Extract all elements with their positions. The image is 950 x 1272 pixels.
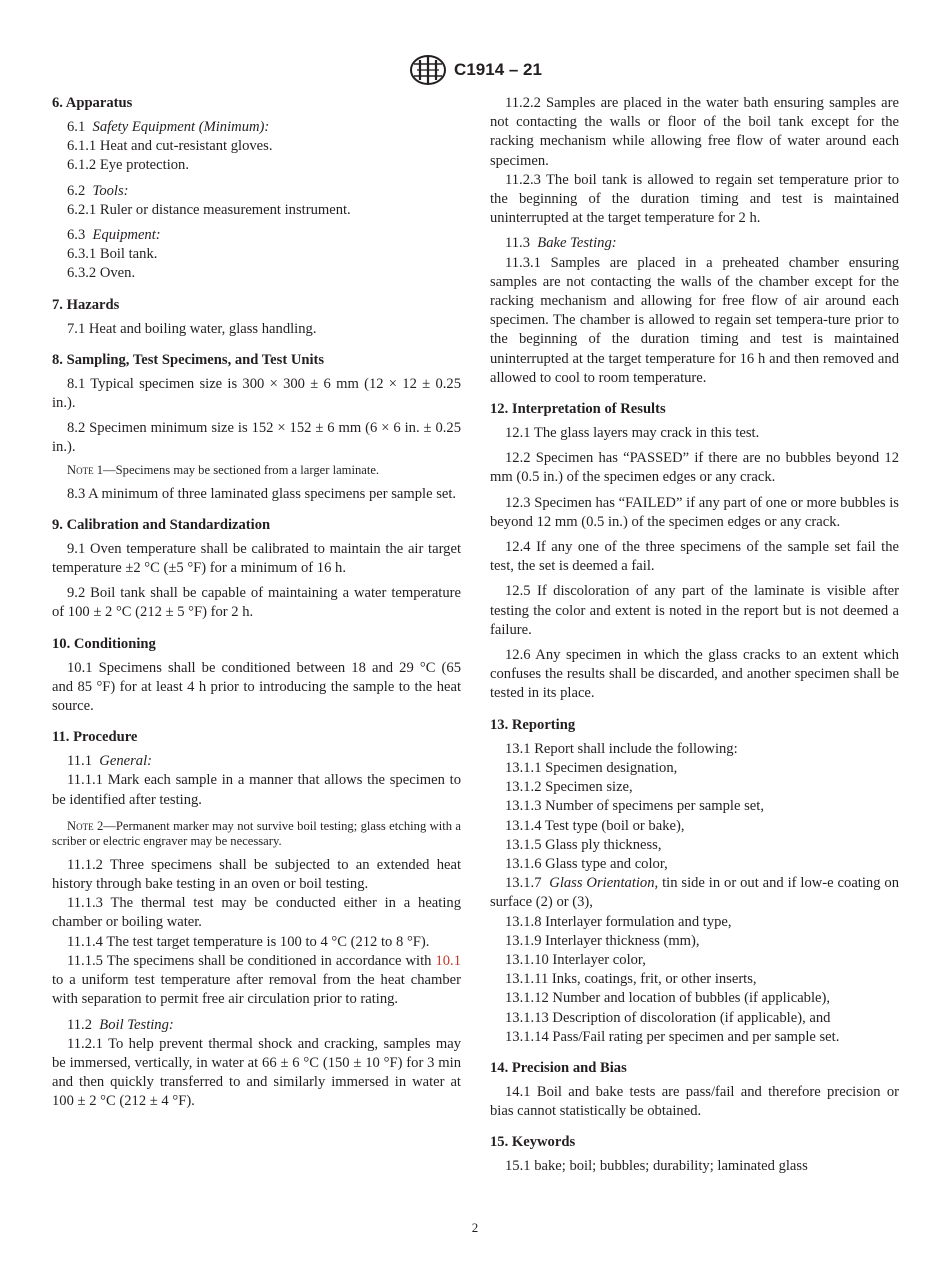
- list-item: 13.1.11 Inks, coatings, frit, or other inserts,: [505, 971, 757, 988]
- paragraph: 11.2 Boil Testing:: [67, 1016, 174, 1033]
- paragraph: 6.2 Tools:: [67, 182, 129, 199]
- paragraph: 12.4 If any one of the three specimens of the sample set fail the test, the set is deemed a fail.: [490, 539, 899, 575]
- paragraph: 14.1 Boil and bake tests are pass/fail and therefore precision or bias cannot statistically be obtained.: [490, 1083, 899, 1120]
- list-item: 13.1.6 Glass type and color,: [505, 855, 668, 872]
- list-item: 13.1.13 Description of discoloration (if applicable), and: [505, 1009, 831, 1026]
- section-heading: 8. Sampling, Test Specimens, and Test Units: [52, 351, 325, 368]
- section-heading: 10. Conditioning: [52, 635, 156, 652]
- paragraph: 11.3 Bake Testing:: [505, 235, 617, 252]
- paragraph: 8.1 Typical specimen size is 300 × 300 ± 6 mm (12 × 12 ± 0.25 in.).: [52, 375, 461, 412]
- list-item: 13.1.1 Specimen designation,: [505, 759, 678, 776]
- section-heading: 6. Apparatus: [52, 95, 133, 111]
- paragraph: 15.1 bake; boil; bubbles; durability; laminated glass: [505, 1158, 808, 1175]
- list-item: 13.1.5 Glass ply thickness,: [505, 836, 662, 853]
- list-item: 13.1.2 Specimen size,: [505, 779, 633, 796]
- paragraph: 8.3 A minimum of three laminated glass specimens per sample set.: [67, 485, 457, 502]
- paragraph: 12.5 If discoloration of any part of the laminate is visible after testing the color and extent is noted in the report but is not deemed a failure.: [490, 583, 899, 638]
- list-item: 13.1.10 Interlayer color,: [505, 951, 646, 968]
- list-item: 13.1.14 Pass/Fail rating per specimen and per sample set.: [505, 1028, 840, 1045]
- list-item: 13.1.7 Glass Orientation, tin side in or out and if low-e coating on surface (2) or (3),: [490, 875, 899, 911]
- list-item: 13.1.8 Interlayer formulation and type,: [505, 913, 732, 930]
- paragraph: 6.1 Safety Equipment (Minimum):: [67, 119, 270, 135]
- section-heading: 7. Hazards: [52, 296, 120, 313]
- page-number: 2: [471, 1220, 479, 1235]
- paragraph: 6.2.1 Ruler or distance measurement instrument.: [67, 201, 351, 218]
- note: Note 1—Specimens may be sectioned from a larger laminate.: [67, 462, 380, 477]
- section-heading: 12. Interpretation of Results: [490, 401, 666, 418]
- astm-logo-icon: [408, 54, 448, 86]
- paragraph: 11.1.3 The thermal test may be conducted either in a heating chamber or boiling water.: [52, 895, 461, 931]
- paragraph: 11.1.2 Three specimens shall be subjected to an extended heat history through bake testing in an oven or boil testing.: [52, 856, 461, 893]
- paragraph: 12.6 Any specimen in which the glass cracks to an extent which confuses the results shall be discarded, and another specimen shall be tested in its place.: [490, 647, 899, 702]
- paragraph: 12.1 The glass layers may crack in this test.: [505, 425, 760, 442]
- paragraph: 11.1 General:: [67, 753, 152, 770]
- page-header: [0, 53, 950, 87]
- note: Note 2—Permanent marker may not survive boil testing; glass etching with a scriber or electric engraver may be necessary.: [52, 818, 461, 848]
- paragraph: 6.1.2 Eye protection.: [67, 157, 189, 174]
- paragraph: 11.2.2 Samples are placed in the water bath ensuring samples are not contacting the walls or floor of the boil tank except for the racking mechanism while allowing free flow of water around each specimen.: [490, 95, 899, 169]
- paragraph: 11.1.1 Mark each sample in a manner that allows the specimen to be identified after testing.: [52, 772, 461, 808]
- section-heading: 11. Procedure: [52, 729, 138, 746]
- left-column: [52, 92, 461, 1112]
- paragraph: 6.3.2 Oven.: [67, 265, 136, 282]
- paragraph: 11.2.3 The boil tank is allowed to regain set temperature prior to the beginning of the duration timing and test is maintained uninterrupted at the target temperature for 2 h.: [490, 171, 899, 227]
- list-item: 13.1.12 Number and location of bubbles (if applicable),: [505, 990, 831, 1007]
- right-column: [490, 92, 899, 1183]
- list-item: 13.1.4 Test type (boil or bake),: [505, 817, 685, 834]
- paragraph: 11.1.5 The specimens shall be conditioned in accordance with 10.1 to a uniform test temperature after removal from the heat chamber with separation to permit free air circulation prior to rating.: [52, 952, 461, 1008]
- section-heading: 14. Precision and Bias: [490, 1059, 627, 1076]
- paragraph: 11.1.4 The test target temperature is 100 to 4 °C (212 to 8 °F).: [67, 933, 430, 950]
- paragraph: 10.1 Specimens shall be conditioned between 18 and 29 °C (65 and 85 °F) for at least 4 h prior to introducing the sample to the heat source.: [52, 659, 461, 715]
- paragraph: 9.1 Oven temperature shall be calibrated to maintain the air target temperature ±2 °C (±5 °F) for a minimum of 16 h.: [52, 540, 461, 577]
- section-heading: 13. Reporting: [490, 716, 576, 733]
- paragraph: 8.2 Specimen minimum size is 152 × 152 ± 6 mm (6 × 6 in. ± 0.25 in.).: [52, 420, 461, 456]
- document-id: C1914 – 21: [454, 60, 542, 79]
- section-heading: 9. Calibration and Standardization: [52, 516, 271, 533]
- paragraph: 11.2.1 To help prevent thermal shock and cracking, samples may be immersed, vertically, in water at 66 ± 6 °C (150 ± 10 °F) for 3 min and then quickly transferred to and similarly immersed in water at 100 ± 2 °C (212 ± 4 °F).: [52, 1035, 461, 1110]
- paragraph: 12.3 Specimen has “FAILED” if any part of one or more bubbles is beyond 12 mm (0.5 in.) of the specimen edges or any crack.: [490, 494, 899, 530]
- list-item: 13.1.3 Number of specimens per sample set,: [505, 798, 764, 815]
- paragraph: 6.3 Equipment:: [67, 227, 161, 244]
- paragraph: 6.1.1 Heat and cut-resistant gloves.: [67, 138, 273, 155]
- paragraph: 9.2 Boil tank shall be capable of maintaining a water temperature of 100 ± 2 °C (212 ± 5 °F) for 2 h.: [52, 585, 461, 621]
- paragraph: 13.1 Report shall include the following:: [505, 740, 738, 757]
- paragraph: 12.2 Specimen has “PASSED” if there are no bubbles beyond 12 mm (0.5 in.) of the specimen edges or any crack.: [490, 450, 899, 486]
- paragraph: 7.1 Heat and boiling water, glass handling.: [67, 320, 317, 337]
- section-link[interactable]: 10.1: [435, 952, 461, 969]
- paragraph: 11.3.1 Samples are placed in a preheated chamber ensuring samples are not contacting the walls of the chamber except for the racking mechanism and allowing for free flow of air around each specimen. The chamber is allowed to regain set tempera-ture prior to the beginning of the duration timing and test is maintained uninterrupted at the target temperature for 16 h and then removed and allowed to cool to room temperature.: [490, 254, 899, 386]
- paragraph: 6.3.1 Boil tank.: [67, 246, 158, 263]
- section-heading: 15. Keywords: [490, 1134, 576, 1151]
- list-item: 13.1.9 Interlayer thickness (mm),: [505, 932, 700, 949]
